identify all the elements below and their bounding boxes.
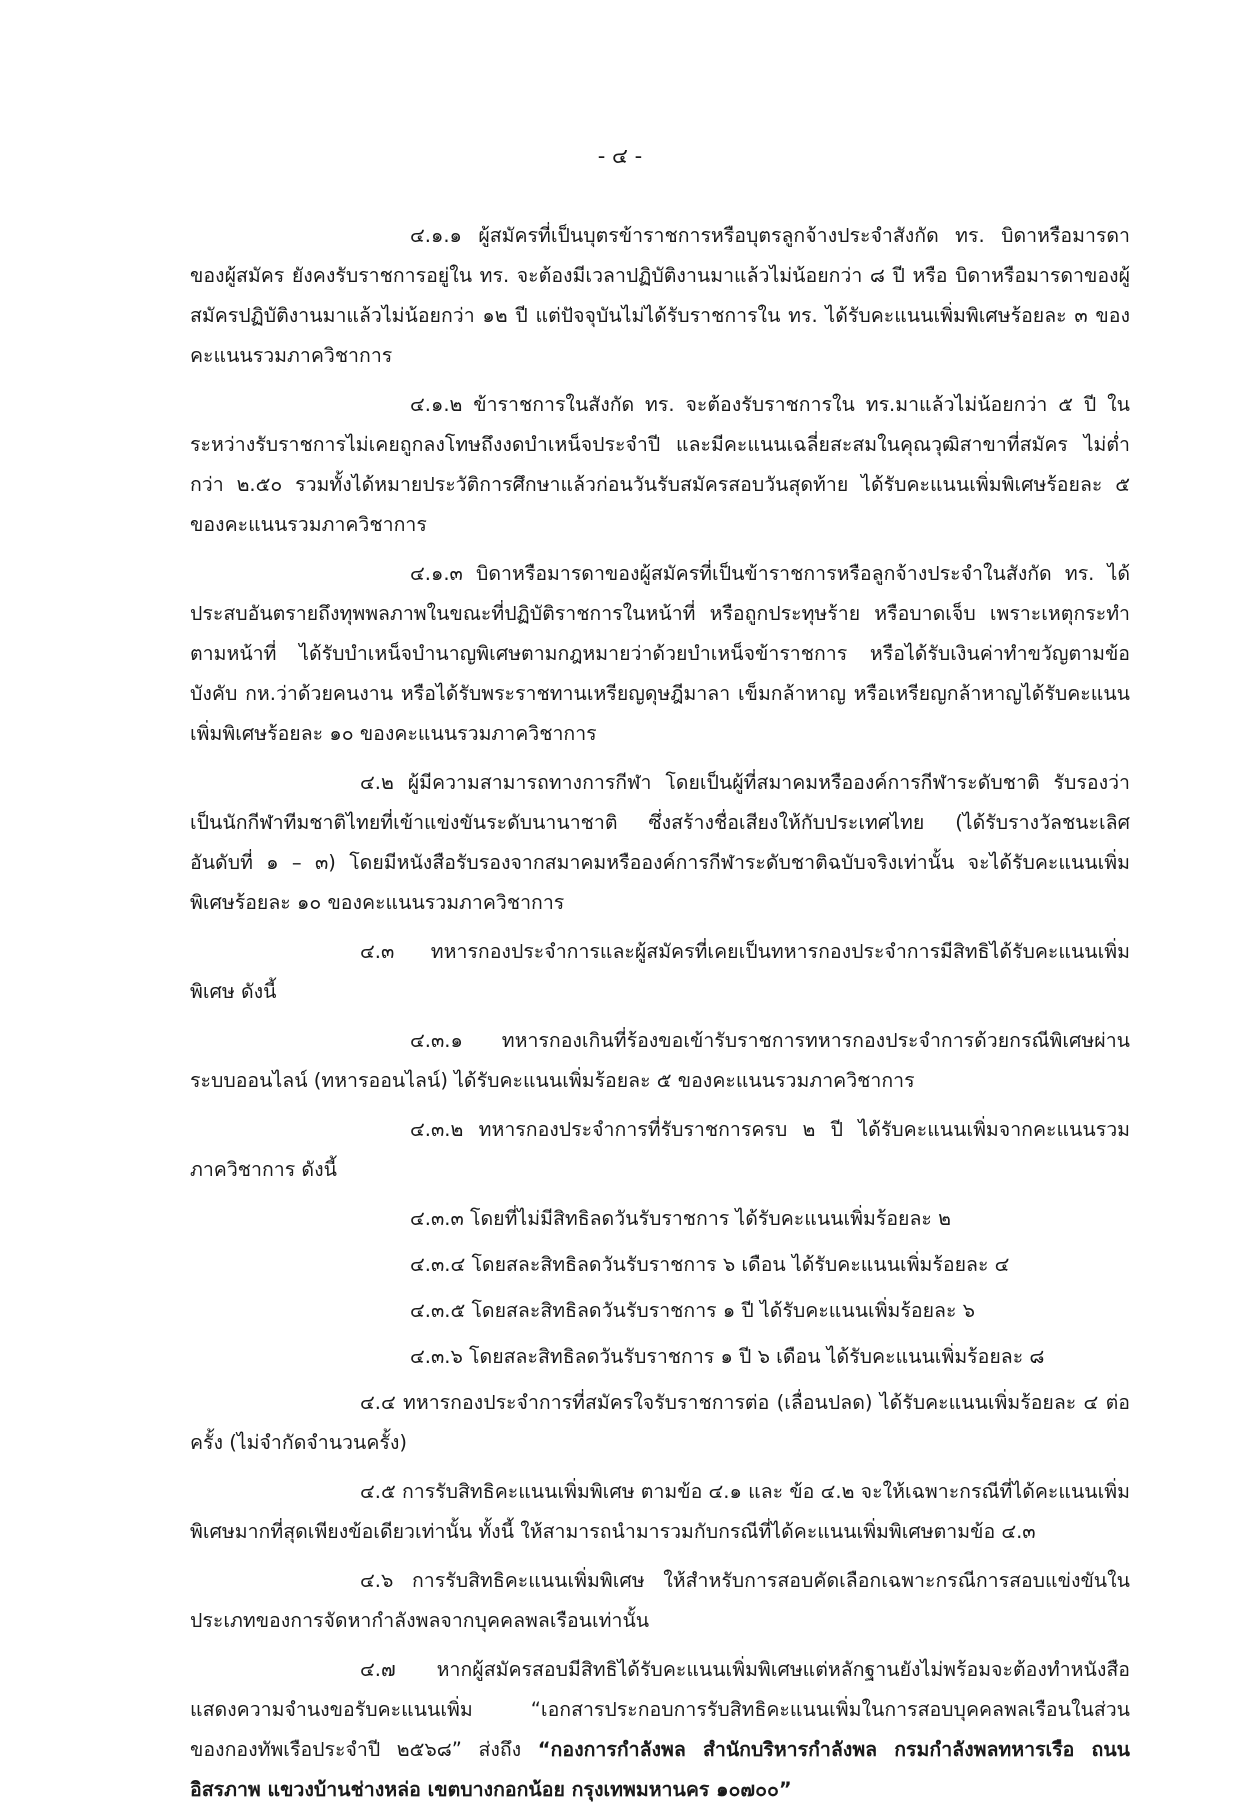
paragraph-4-4: ๔.๔ ทหารกองประจำการที่สมัครใจรับราชการต่อ (เลื่อนปลด) ได้รับคะแนนเพิ่มร้อยละ ๔ ต่อครั้ง (ไม่จำกัดจำนวนครั้ง): [190, 1391, 1130, 1454]
paragraph-4-7-address: “กองการกำลังพล สำนักบริหารกำลังพล กรมกำลังพลทหารเรือ ถนนอิสรภาพ แขวงบ้านช่างหล่อ เขตบางกอกน้อย กรุงเทพมหานคร ๑๐๗๐๐”: [190, 1738, 1130, 1801]
paragraph-4-1-3: ๔.๑.๓ บิดาหรือมารดาของผู้สมัครที่เป็นข้าราชการหรือลูกจ้างประจำในสังกัด ทร. ได้ประสบอันตรายถึงทุพพลภาพในขณะที่ปฏิบัติราชการในหน้าที่ หรือถูกประทุษร้าย หรือบาดเจ็บ เพราะเหตุกระทำตามหน้าที่ ได้รับบำเหน็จบำนาญพิเศษตามกฎหมายว่าด้วยบำเหน็จข้าราชการ หรือได้รับเงินค่าทำขวัญตามข้อบังคับ กห.ว่าด้วยคนงาน หรือได้รับพระราชทานเหรียญดุษฎีมาลา เข็มกล้าหาญ หรือเหรียญกล้าหาญได้รับคะแนนเพิ่มพิเศษร้อยละ ๑๐ ของคะแนนรวมภาควิชาการ: [190, 562, 1130, 745]
paragraph-4-2: ๔.๒ ผู้มีความสามารถทางการกีฬา โดยเป็นผู้ที่สมาคมหรือองค์การกีฬาระดับชาติ รับรองว่าเป็นนักกีฬาทีมชาติไทยที่เข้าแข่งขันระดับนานาชาติ ซึ่งสร้างชื่อเสียงให้กับประเทศไทย (ได้รับรางวัลชนะเลิศอันดับที่ ๑ – ๓) โดยมีหนังสือรับรองจากสมาคมหรือองค์การกีฬาระดับชาติฉบับจริงเท่านั้น จะได้รับคะแนนเพิ่มพิเศษร้อยละ ๑๐ ของคะแนนรวมภาควิชาการ: [190, 771, 1130, 914]
paragraph-4-3: ๔.๓ ทหารกองประจำการและผู้สมัครที่เคยเป็นทหารกองประจำการมีสิทธิได้รับคะแนนเพิ่มพิเศษ ดังนี้: [190, 940, 1130, 1003]
paragraph-4-1-1: ๔.๑.๑ ผู้สมัครที่เป็นบุตรข้าราชการหรือบุตรลูกจ้างประจำสังกัด ทร. บิดาหรือมารดาของผู้สมัคร ยังคงรับราชการอยู่ใน ทร. จะต้องมีเวลาปฏิบัติงานมาแล้วไม่น้อยกว่า ๘ ปี หรือ บิดาหรือมารดาของผู้สมัครปฏิบัติงานมาแล้วไม่น้อยกว่า ๑๒ ปี แต่ปัจจุบันไม่ได้รับราชการใน ทร. ได้รับคะแนนเพิ่มพิเศษร้อยละ ๓ ของคะแนนรวมภาควิชาการ: [190, 224, 1130, 367]
paragraph-4-6: ๔.๖ การรับสิทธิคะแนนเพิ่มพิเศษ ให้สำหรับการสอบคัดเลือกเฉพาะกรณีการสอบแข่งขันในประเภทของการจัดหากำลังพลจากบุคคลพลเรือนเท่านั้น: [190, 1569, 1130, 1632]
page-number: - ๔ -: [597, 144, 643, 168]
paragraph-4-5: ๔.๕ การรับสิทธิคะแนนเพิ่มพิเศษ ตามข้อ ๔.๑ และ ข้อ ๔.๒ จะให้เฉพาะกรณีที่ได้คะแนนเพิ่มพิเศษมากที่สุดเพียงข้อเดียวเท่านั้น ทั้งนี้ ให้สามารถนำมารวมกับกรณีที่ได้คะแนนเพิ่มพิเศษตามข้อ ๔.๓: [190, 1480, 1130, 1543]
paragraph-4-3-3: ๔.๓.๓ โดยที่ไม่มีสิทธิลดวันรับราชการ ได้รับคะแนนเพิ่มร้อยละ ๒: [410, 1207, 951, 1230]
paragraph-4-3-1: ๔.๓.๑ ทหารกองเกินที่ร้องขอเข้ารับราชการทหารกองประจำการด้วยกรณีพิเศษผ่านระบบออนไลน์ (ทหารออนไลน์) ได้รับคะแนนเพิ่มร้อยละ ๕ ของคะแนนรวมภาควิชาการ: [190, 1029, 1130, 1092]
paragraph-4-7-text: ๔.๗ หากผู้สมัครสอบมีสิทธิได้รับคะแนนเพิ่มพิเศษแต่หลักฐานยังไม่พร้อมจะต้องทำหนังสือแสดงความจำนงขอรับคะแนนเพิ่ม “เอกสารประกอบการรับสิทธิคะแนนเพิ่มในการสอบบุคคลพลเรือนในส่วนของกองทัพเรือประจำปี ๒๕๖๘” ส่งถึง: [190, 1658, 1130, 1761]
paragraph-4-1-2: ๔.๑.๒ ข้าราชการในสังกัด ทร. จะต้องรับราชการใน ทร.มาแล้วไม่น้อยกว่า ๕ ปี ในระหว่างรับราชการไม่เคยถูกลงโทษถึงงดบำเหน็จประจำปี และมีคะแนนเฉลี่ยสะสมในคุณวุฒิสาขาที่สมัคร ไม่ต่ำกว่า ๒.๕๐ รวมทั้งได้หมายประวัติการศึกษาแล้วก่อนวันรับสมัครสอบวันสุดท้าย ได้รับคะแนนเพิ่มพิเศษร้อยละ ๕ ของคะแนนรวมภาควิชาการ: [190, 393, 1130, 536]
paragraph-4-7: [190, 1650, 1130, 1810]
paragraph-4-3-2: ๔.๓.๒ ทหารกองประจำการที่รับราชการครบ ๒ ปี ได้รับคะแนนเพิ่มจากคะแนนรวมภาควิชาการ ดังนี้: [190, 1118, 1130, 1181]
paragraph-4-3-4: ๔.๓.๔ โดยสละสิทธิลดวันรับราชการ ๖ เดือน ได้รับคะแนนเพิ่มร้อยละ ๔: [410, 1253, 1010, 1276]
paragraph-4-3-6: ๔.๓.๖ โดยสละสิทธิลดวันรับราชการ ๑ ปี ๖ เดือน ได้รับคะแนนเพิ่มร้อยละ ๘: [410, 1345, 1045, 1368]
document-body: [190, 216, 1130, 1819]
paragraph-4-3-5: ๔.๓.๕ โดยสละสิทธิลดวันรับราชการ ๑ ปี ได้รับคะแนนเพิ่มร้อยละ ๖: [410, 1299, 976, 1322]
